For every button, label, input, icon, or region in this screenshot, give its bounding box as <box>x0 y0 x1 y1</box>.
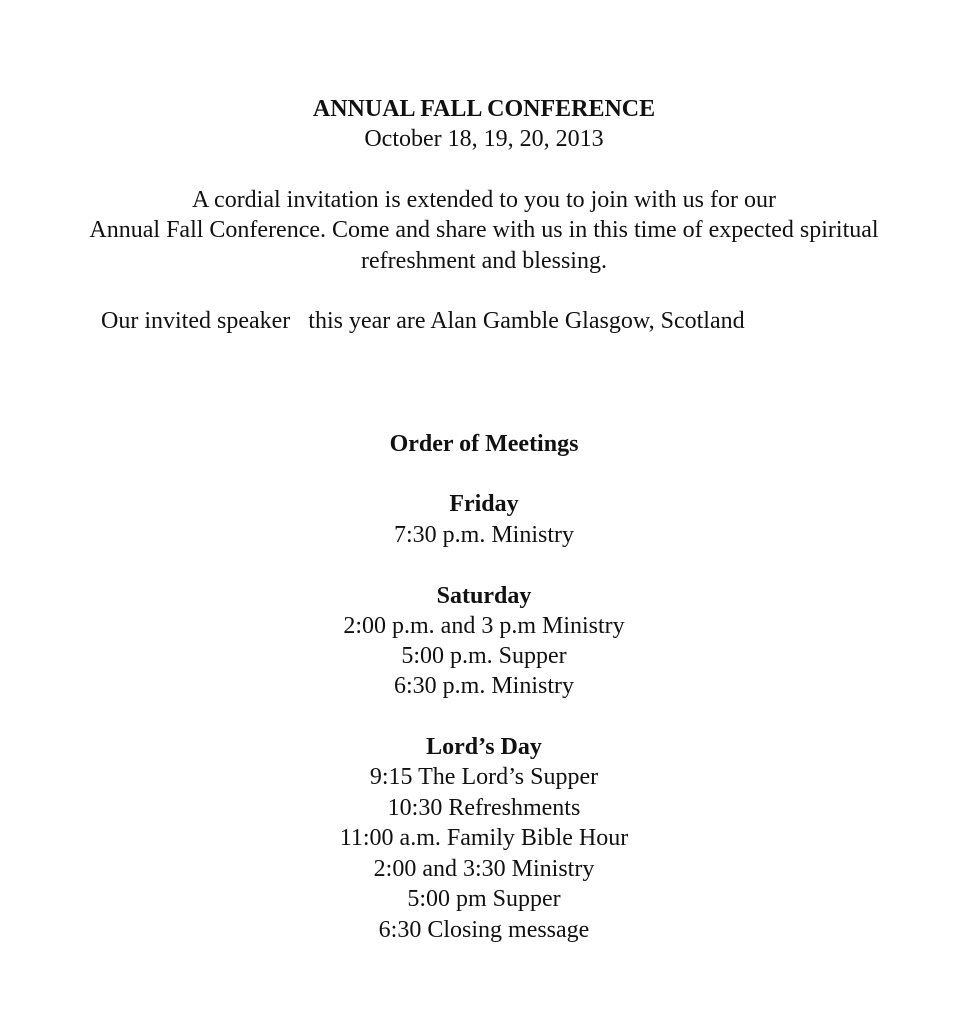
conference-title: ANNUAL FALL CONFERENCE <box>312 96 656 122</box>
day-heading-saturday: Saturday <box>436 583 532 609</box>
schedule-item: 9:15 The Lord’s Supper <box>369 764 599 790</box>
schedule-item: 7:30 p.m. Ministry <box>393 522 574 548</box>
schedule-item: 11:00 a.m. Family Bible Hour <box>339 825 629 851</box>
invitation-line-2: Annual Fall Conference. Come and share with us in this time of expected spiritual <box>89 217 879 243</box>
schedule-item: 6:30 Closing message <box>378 917 590 943</box>
schedule-item: 10:30 Refreshments <box>387 795 581 821</box>
schedule-heading: Order of Meetings <box>389 431 579 457</box>
schedule-item: 2:00 p.m. and 3 p.m Ministry <box>343 613 625 639</box>
schedule-item: 6:30 p.m. Ministry <box>393 673 574 699</box>
day-heading-friday: Friday <box>449 491 519 517</box>
schedule-item: 5:00 p.m. Supper <box>401 643 567 669</box>
schedule-item: 5:00 pm Supper <box>407 886 561 912</box>
schedule-item: 2:00 and 3:30 Ministry <box>373 856 595 882</box>
day-heading-lords-day: Lord’s Day <box>426 734 542 760</box>
invitation-line-3: refreshment and blessing. <box>361 248 607 274</box>
conference-dates: October 18, 19, 20, 2013 <box>364 126 604 152</box>
invitation-line-1: A cordial invitation is extended to you to join with us for our <box>192 187 776 213</box>
speaker-line: Our invited speaker this year are Alan Gamble Glasgow, Scotland <box>101 308 745 334</box>
